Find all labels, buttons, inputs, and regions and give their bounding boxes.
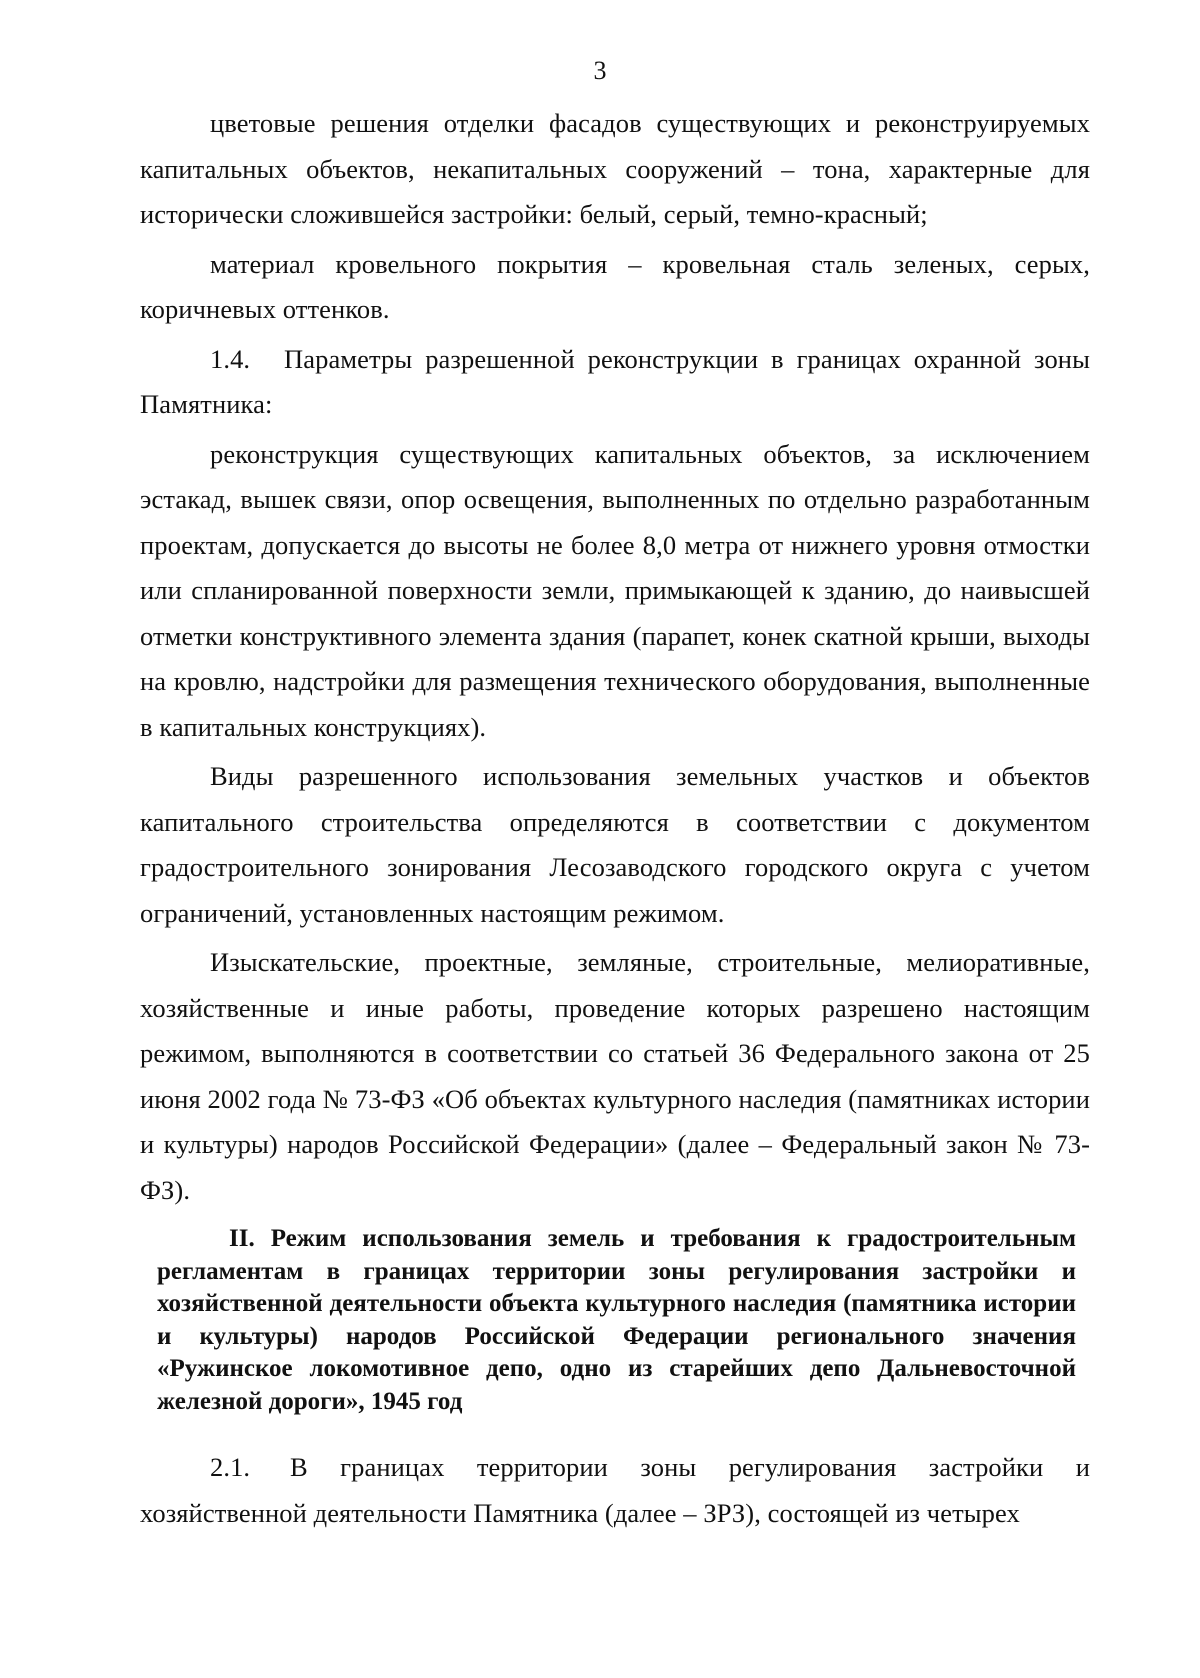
- paragraph-reconstruction: реконструкция существующих капитальных объектов, за исключением эстакад, вышек связи, опор освещения, выполненных по отдельно разработанным проектам, допускается до высоты не более 8,0 метра от нижнего уровня отмостки или спланированной поверхности земли, примыкающей к зданию, до наивысшей отметки конструктивного элемента здания (парапет, конек скатной крыши, выходы на кровлю, надстройки для размещения технического оборудования, выполненные в капитальных конструкциях).: [140, 438, 1090, 742]
- paragraph-roof-material: материал кровельного покрытия – кровельная сталь зеленых, серых, коричневых оттенков.: [140, 248, 1090, 324]
- paragraph-section-1-4: [140, 337, 1090, 428]
- paragraph-section-2-1: [140, 1445, 1090, 1536]
- paragraph-facade-colors: цветовые решения отделки фасадов существующих и реконструируемых капитальных объектов, некапитальных сооружений – тона, характерные для исторически сложившейся застройки: белый, серый, темно-красный;: [140, 108, 1090, 229]
- paragraph-works: Изыскательские, проектные, земляные, строительные, мелиоративные, хозяйственные и иные работы, проведение которых разрешено настоящим режимом, выполняются в соответствии со статьей 36 Федерального закона от 25 июня 2002 года № 73-ФЗ «Об объектах культурного наследия (памятниках истории и культуры) народов Российской Федерации» (далее – Федеральный закон № 73-ФЗ).: [140, 947, 1090, 1205]
- section-text: Параметры разрешенной реконструкции в границах охранной зоны Памятника:: [140, 343, 1090, 419]
- section-text: В границах территории зоны регулирования застройки и хозяйственной деятельности Памятника (далее – ЗРЗ), состоящей из четырех: [140, 1452, 1090, 1528]
- section-number: 2.1.: [210, 1452, 251, 1482]
- document-body: [140, 101, 1090, 1536]
- section-number: 1.4.: [210, 343, 251, 374]
- paragraph-permitted-use: Виды разрешенного использования земельных участков и объектов капитального строительства определяются в соответствии с документом градостроительного зонирования Лесозаводского городского округа с учетом ограничений, установленных настоящим режимом.: [140, 761, 1090, 928]
- section-heading-ii: II. Режим использования земель и требования к градостроительным регламентам в границах территории зоны регулирования застройки и хозяйственной деятельности объекта культурного наследия (памятника истории и культуры) народов Российской Федерации регионального значения «Ружинское локомотивное депо, одно из старейших депо Дальневосточной железной дороги», 1945 год: [157, 1225, 1076, 1415]
- page-number: 3: [593, 56, 607, 85]
